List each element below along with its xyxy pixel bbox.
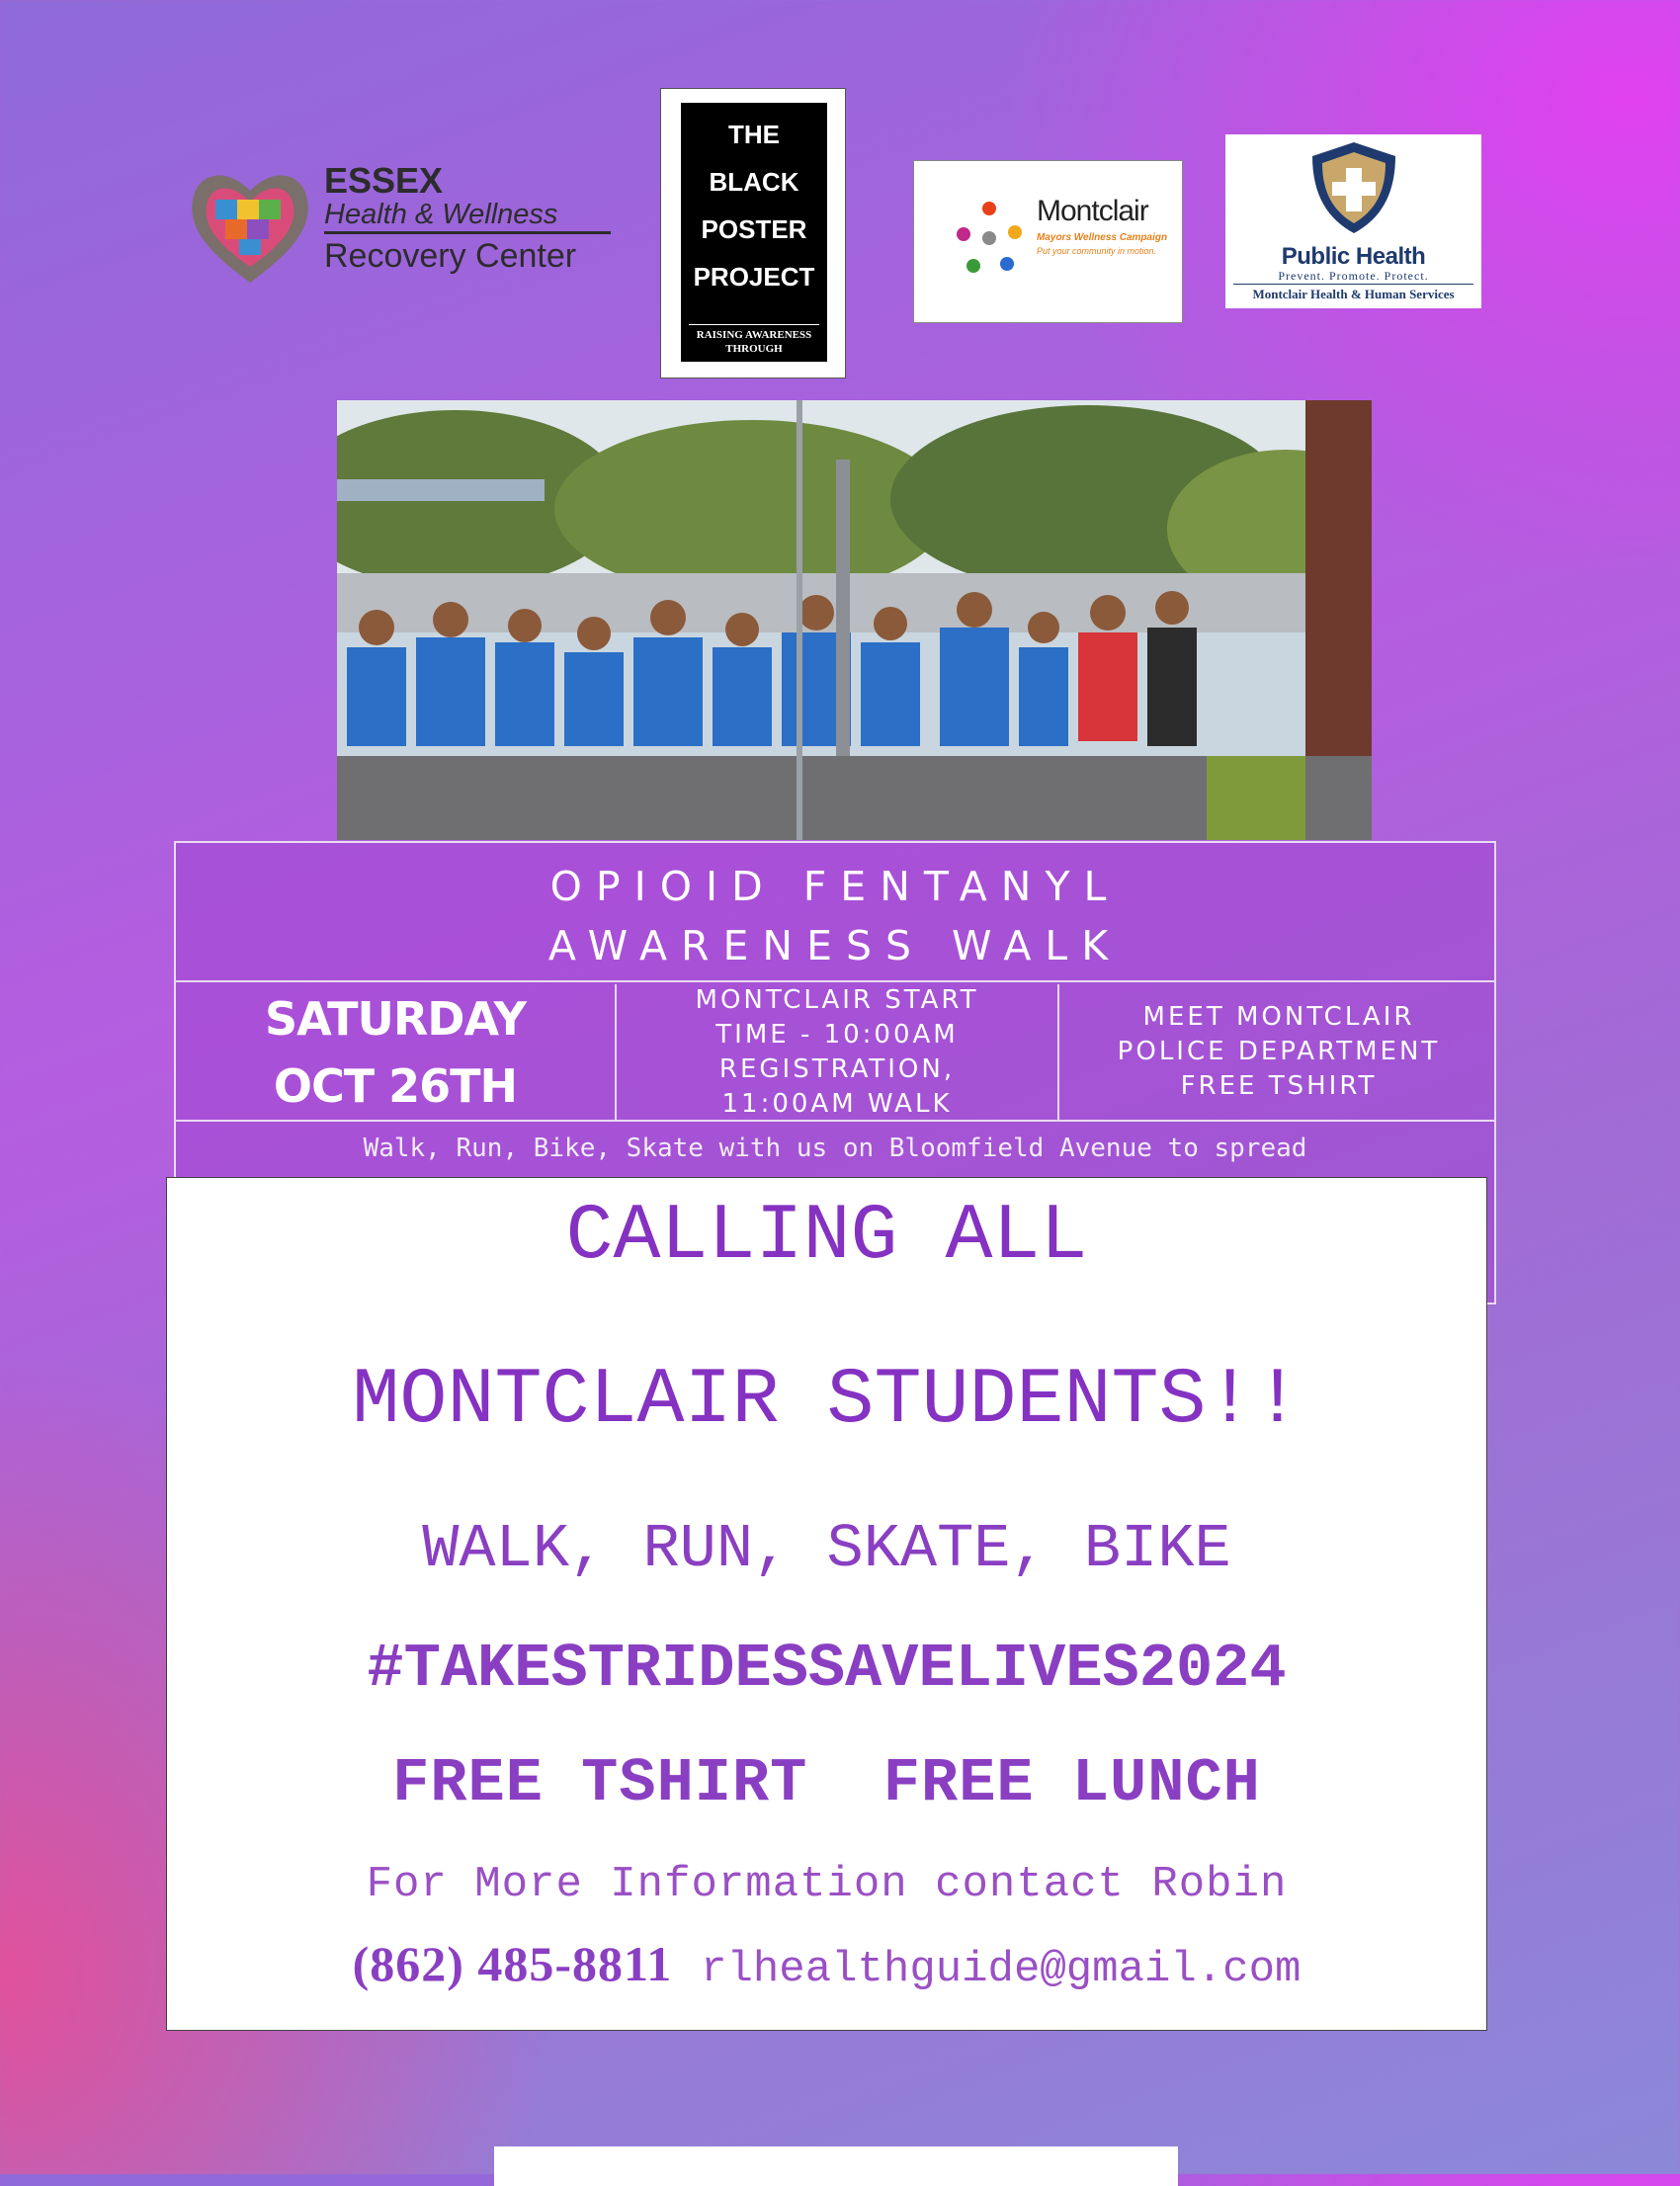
essex-recovery: Recovery Center (324, 237, 577, 275)
callout-free-items: FREE TSHIRT FREE LUNCH (392, 1748, 1261, 1818)
callout-contact-row (167, 1931, 1486, 2002)
black-poster-project-logo (660, 88, 846, 378)
event-day: SATURDAY (264, 991, 526, 1046)
shield-cross-icon (1304, 138, 1403, 237)
event-meet-line: POLICE DEPARTMENT (1117, 1037, 1441, 1066)
public-health-tagline: Prevent. Promote. Protect. (1278, 269, 1429, 283)
crowd-photo-image (337, 400, 1372, 840)
montclair-campaign: Mayors Wellness Campaign (1037, 232, 1168, 243)
bpp-sub-line: THROUGH (725, 343, 783, 355)
bpp-title-line: THE (728, 120, 780, 149)
essex-logo (186, 156, 621, 290)
essex-divider (324, 231, 611, 234)
bpp-panel (681, 103, 827, 362)
people-figures-icon (950, 195, 1029, 284)
event-time-line: 11:00AM WALK (721, 1088, 953, 1119)
callout-heading-line2: MONTCLAIR STUDENTS!! (352, 1356, 1302, 1446)
bpp-divider (689, 324, 819, 325)
bpp-sub-line: RAISING AWARENESS (696, 329, 812, 341)
essex-name: ESSEX (324, 160, 444, 201)
public-health-divider (1233, 284, 1473, 285)
event-meet-cell (1059, 984, 1498, 1120)
event-meet-line: MEET MONTCLAIR (1142, 1002, 1415, 1032)
event-date-cell (176, 984, 615, 1120)
event-blurb: Walk, Run, Bike, Skate with us on Bloomfield Avenue to spread (363, 1134, 1307, 1163)
event-time-line: TIME - 10:00AM (715, 1019, 959, 1050)
event-title-line1: OPIOID FENTANYL (549, 863, 1121, 910)
event-title-line2: AWARENESS WALK (547, 922, 1123, 969)
callout-contact-info: For More Information contact Robin (366, 1860, 1288, 1909)
callout-activities: WALK, RUN, SKATE, BIKE (422, 1514, 1231, 1584)
essex-subtitle: Health & Wellness (324, 199, 558, 230)
event-title (176, 857, 1494, 975)
public-health-name: Public Health (1281, 243, 1426, 270)
contact-email[interactable]: rlhealthguide@gmail.com (701, 1945, 1302, 1994)
bpp-title-line: BLACK (709, 167, 799, 197)
puzzle-heart-icon (186, 156, 314, 290)
event-meet-line: FREE TSHIRT (1180, 1071, 1378, 1101)
callout-hashtag: #TAKESTRIDESSAVELIVES2024 (367, 1634, 1287, 1704)
event-time-cell (617, 984, 1057, 1120)
bottom-white-strip (494, 2146, 1178, 2186)
event-time-line: REGISTRATION, (718, 1053, 956, 1084)
public-health-logo (1225, 134, 1481, 308)
montclair-name: Montclair (1037, 195, 1148, 227)
bpp-title (681, 111, 827, 300)
montclair-wellness-logo (913, 160, 1183, 323)
callout-heading-line1: CALLING ALL (565, 1192, 1088, 1282)
bpp-title-line: POSTER (701, 214, 807, 244)
contact-phone[interactable]: (862) 485-8811 (352, 1936, 673, 1991)
event-date: OCT 26TH (273, 1058, 518, 1113)
event-time-line: MONTCLAIR START (695, 984, 979, 1015)
public-health-dept: Montclair Health & Human Services (1252, 287, 1455, 301)
montclair-tagline: Put your community in motion. (1037, 246, 1157, 256)
walk-photo (337, 400, 1372, 840)
bpp-title-line: PROJECT (693, 262, 815, 292)
bpp-subtitle (681, 328, 827, 356)
student-callout-panel (166, 1177, 1487, 2031)
essex-wordmark (324, 162, 611, 274)
